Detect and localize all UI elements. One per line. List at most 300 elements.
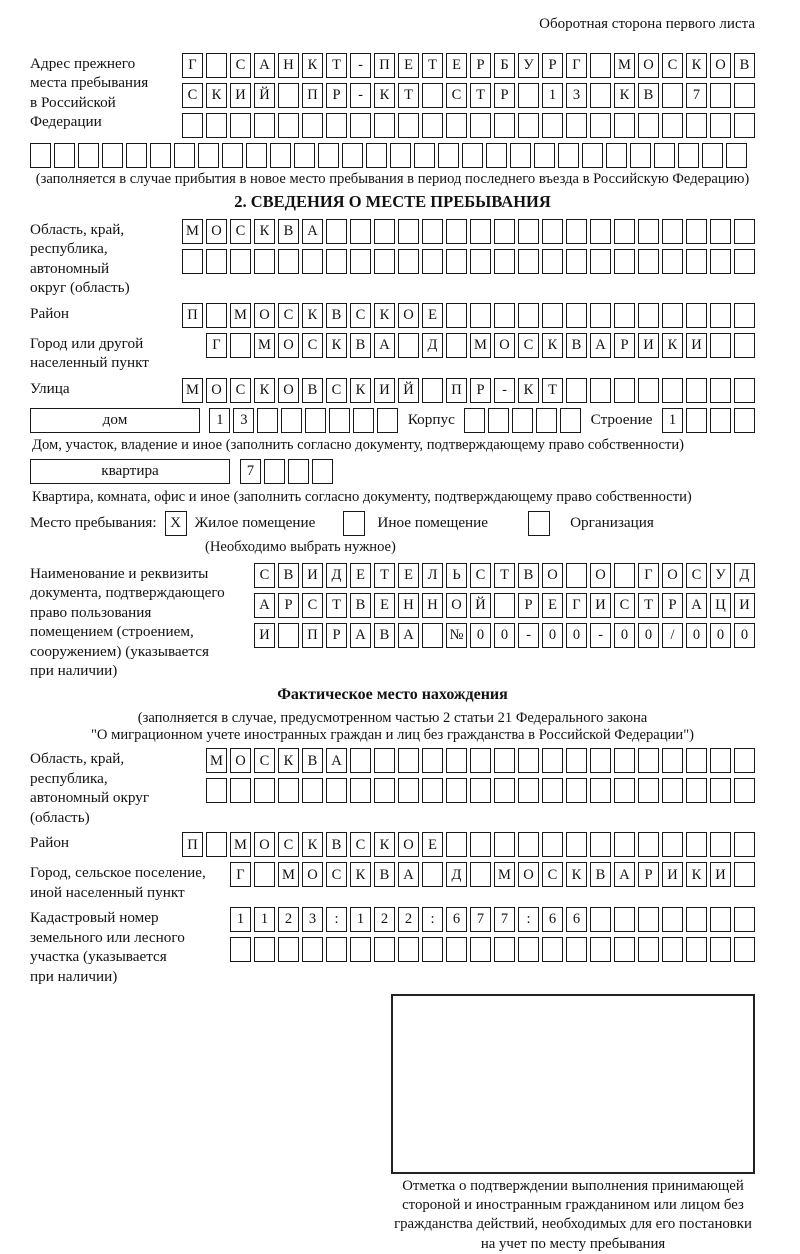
char-cell: 1: [350, 907, 371, 932]
char-cell: [422, 862, 443, 887]
char-cell: [350, 748, 371, 773]
char-cell: [398, 778, 419, 803]
char-cell: [422, 778, 443, 803]
char-cell: К: [206, 83, 227, 108]
char-cell: [302, 937, 323, 962]
char-cell: [614, 378, 635, 403]
char-cell: [590, 53, 611, 78]
char-cell: М: [230, 303, 251, 328]
char-cell: [494, 303, 515, 328]
char-cell: [182, 113, 203, 138]
char-cell: [126, 143, 147, 168]
char-cell: В: [350, 593, 371, 618]
char-cell: [518, 778, 539, 803]
char-cell: [518, 249, 539, 274]
house-row: [30, 408, 755, 433]
char-cell: [470, 249, 491, 274]
char-cell: К: [686, 862, 707, 887]
char-cell: [542, 748, 563, 773]
prev-address-row-4: [30, 143, 755, 168]
char-cell: [534, 143, 555, 168]
char-cell: Е: [446, 53, 467, 78]
document-row-1: [254, 563, 755, 588]
char-cell: Р: [470, 53, 491, 78]
char-cell: [446, 832, 467, 857]
char-cell: П: [374, 53, 395, 78]
char-cell: К: [278, 748, 299, 773]
char-cell: С: [326, 862, 347, 887]
stamp-caption: Отметка о подтверждении выполнения принимающей стороной и иностранным гражданином или лицом без гражданства действий, необходимых для его постановки на учет по месту пребывания: [394, 1177, 752, 1252]
char-cell: [494, 748, 515, 773]
char-cell: М: [254, 333, 275, 358]
char-cell: Р: [614, 333, 635, 358]
char-cell: [446, 219, 467, 244]
char-cell: С: [230, 219, 251, 244]
char-cell: [174, 143, 195, 168]
section2-title: 2. СВЕДЕНИЯ О МЕСТЕ ПРЕБЫВАНИЯ: [234, 192, 551, 211]
char-cell: О: [278, 378, 299, 403]
char-cell: Т: [494, 563, 515, 588]
char-cell: :: [326, 907, 347, 932]
char-cell: С: [518, 333, 539, 358]
char-cell: [254, 862, 275, 887]
char-cell: [422, 83, 443, 108]
char-cell: [590, 113, 611, 138]
confirmation-stamp-box: [391, 994, 755, 1174]
char-cell: [254, 113, 275, 138]
char-cell: Г: [206, 333, 227, 358]
char-cell: [662, 378, 683, 403]
char-cell: [542, 937, 563, 962]
char-cell: П: [182, 303, 203, 328]
char-cell: [686, 303, 707, 328]
char-cell: С: [302, 333, 323, 358]
char-cell: [566, 219, 587, 244]
char-cell: [638, 778, 659, 803]
char-cell: [329, 408, 350, 433]
char-cell: [638, 113, 659, 138]
char-cell: 3: [233, 408, 254, 433]
char-cell: А: [398, 623, 419, 648]
document-row-3: [254, 623, 755, 648]
char-cell: [662, 83, 683, 108]
char-cell: [638, 832, 659, 857]
stroenie-label: Строение: [590, 410, 653, 428]
char-cell: Т: [422, 53, 443, 78]
char-cell: В: [590, 862, 611, 887]
cadastral-row-1: [230, 907, 755, 932]
char-cell: [510, 143, 531, 168]
char-cell: К: [350, 862, 371, 887]
char-cell: Д: [422, 333, 443, 358]
actual-city-row: [230, 862, 755, 887]
checkbox-organization: [528, 511, 550, 536]
char-cell: [566, 563, 587, 588]
char-cell: В: [518, 563, 539, 588]
char-cell: [246, 143, 267, 168]
char-cell: [710, 937, 731, 962]
char-cell: [230, 113, 251, 138]
char-cell: [710, 333, 731, 358]
char-cell: 0: [734, 623, 755, 648]
char-cell: [590, 937, 611, 962]
char-cell: [614, 303, 635, 328]
char-cell: [422, 937, 443, 962]
char-cell: [494, 832, 515, 857]
char-cell: [198, 143, 219, 168]
char-cell: А: [302, 219, 323, 244]
char-cell: 6: [542, 907, 563, 932]
char-cell: [470, 778, 491, 803]
char-cell: Й: [254, 83, 275, 108]
actual-district-row: [182, 832, 755, 857]
char-cell: [78, 143, 99, 168]
char-cell: [446, 937, 467, 962]
char-cell: [446, 778, 467, 803]
char-cell: 1: [662, 408, 683, 433]
char-cell: [470, 748, 491, 773]
char-cell: [206, 113, 227, 138]
char-cell: Р: [494, 83, 515, 108]
char-cell: [710, 219, 731, 244]
street-label: Улица: [30, 379, 70, 397]
stroenie-cells: [662, 408, 755, 433]
char-cell: [470, 937, 491, 962]
char-cell: Т: [326, 53, 347, 78]
char-cell: И: [374, 378, 395, 403]
char-cell: [590, 83, 611, 108]
char-cell: [422, 748, 443, 773]
char-cell: О: [230, 748, 251, 773]
actual-location-note-1: (заполняется в случае, предусмотренном частью 2 статьи 21 Федерального закона: [137, 710, 648, 727]
char-cell: Д: [734, 563, 755, 588]
char-cell: [278, 778, 299, 803]
char-cell: Е: [398, 563, 419, 588]
char-cell: Т: [374, 563, 395, 588]
korpus-label: Корпус: [407, 410, 455, 428]
char-cell: [422, 249, 443, 274]
char-cell: М: [206, 748, 227, 773]
char-cell: И: [662, 862, 683, 887]
char-cell: К: [374, 832, 395, 857]
char-cell: Е: [374, 593, 395, 618]
char-cell: [206, 249, 227, 274]
char-cell: В: [278, 563, 299, 588]
char-cell: Р: [278, 593, 299, 618]
char-cell: [518, 113, 539, 138]
district-row: [182, 303, 755, 328]
apartment-row: [30, 459, 755, 484]
char-cell: [662, 249, 683, 274]
char-cell: К: [686, 53, 707, 78]
char-cell: [518, 937, 539, 962]
char-cell: [518, 219, 539, 244]
char-cell: [54, 143, 75, 168]
char-cell: [374, 219, 395, 244]
char-cell: К: [302, 53, 323, 78]
char-cell: М: [230, 832, 251, 857]
char-cell: К: [518, 378, 539, 403]
char-cell: А: [350, 623, 371, 648]
char-cell: Р: [518, 593, 539, 618]
char-cell: [542, 113, 563, 138]
char-cell: [462, 143, 483, 168]
char-cell: Й: [398, 378, 419, 403]
char-cell: Р: [638, 862, 659, 887]
char-cell: [470, 303, 491, 328]
stay-type-label: Место пребывания:: [30, 514, 157, 532]
char-cell: 0: [542, 623, 563, 648]
char-cell: [542, 219, 563, 244]
cadastral-label: Кадастровый номер земельного или лесного участка (указывается при наличии): [30, 909, 185, 985]
char-cell: [686, 907, 707, 932]
char-cell: [398, 748, 419, 773]
char-cell: А: [254, 593, 275, 618]
char-cell: [614, 249, 635, 274]
char-cell: [558, 143, 579, 168]
char-cell: К: [374, 83, 395, 108]
char-cell: С: [542, 862, 563, 887]
char-cell: :: [518, 907, 539, 932]
char-cell: О: [398, 303, 419, 328]
char-cell: Е: [350, 563, 371, 588]
house-caption: Дом, участок, владение и иное (заполнить согласно документу, подтверждающему право собственности): [32, 436, 685, 453]
char-cell: [326, 219, 347, 244]
char-cell: [614, 907, 635, 932]
stay-type-note: (Необходимо выбрать нужное): [205, 538, 396, 555]
char-cell: Р: [326, 623, 347, 648]
char-cell: -: [590, 623, 611, 648]
char-cell: [278, 249, 299, 274]
char-cell: [710, 748, 731, 773]
char-cell: [278, 623, 299, 648]
char-cell: А: [398, 862, 419, 887]
char-cell: [350, 778, 371, 803]
char-cell: [422, 219, 443, 244]
actual-region-cell-rows: [206, 748, 755, 803]
char-cell: 1: [254, 907, 275, 932]
char-cell: С: [662, 53, 683, 78]
char-cell: [326, 937, 347, 962]
char-cell: [710, 778, 731, 803]
char-cell: П: [302, 83, 323, 108]
char-cell: 0: [470, 623, 491, 648]
actual-district-label: Район: [30, 834, 70, 852]
char-cell: [294, 143, 315, 168]
char-cell: [494, 778, 515, 803]
char-cell: 6: [566, 907, 587, 932]
char-cell: [350, 937, 371, 962]
char-cell: [734, 907, 755, 932]
char-cell: [590, 748, 611, 773]
char-cell: [638, 748, 659, 773]
char-cell: [662, 219, 683, 244]
char-cell: [281, 408, 302, 433]
char-cell: К: [254, 219, 275, 244]
char-cell: К: [350, 378, 371, 403]
char-cell: Г: [566, 53, 587, 78]
document-label: Наименование и реквизиты документа, подтверждающего право пользования помещением (строением, сооружением) (указывается при наличии): [30, 564, 225, 679]
char-cell: [398, 113, 419, 138]
char-cell: 7: [240, 459, 261, 484]
char-cell: Й: [470, 593, 491, 618]
char-cell: [662, 748, 683, 773]
char-cell: [566, 778, 587, 803]
char-cell: С: [614, 593, 635, 618]
char-cell: [662, 113, 683, 138]
char-cell: [398, 219, 419, 244]
char-cell: [710, 378, 731, 403]
char-cell: [374, 748, 395, 773]
char-cell: Д: [446, 862, 467, 887]
char-cell: [710, 83, 731, 108]
actual-region-block: [30, 748, 755, 827]
char-cell: 0: [614, 623, 635, 648]
char-cell: [686, 832, 707, 857]
char-cell: [366, 143, 387, 168]
char-cell: [686, 378, 707, 403]
char-cell: С: [254, 748, 275, 773]
char-cell: [734, 748, 755, 773]
char-cell: [150, 143, 171, 168]
stay-type-row: [30, 511, 755, 536]
char-cell: [566, 832, 587, 857]
char-cell: В: [374, 623, 395, 648]
char-cell: [446, 748, 467, 773]
char-cell: 1: [209, 408, 230, 433]
char-cell: С: [470, 563, 491, 588]
char-cell: [470, 113, 491, 138]
house-cells: [209, 408, 398, 433]
char-cell: Н: [278, 53, 299, 78]
char-cell: 1: [230, 907, 251, 932]
char-cell: М: [614, 53, 635, 78]
char-cell: [326, 249, 347, 274]
char-cell: В: [374, 862, 395, 887]
char-cell: [446, 113, 467, 138]
char-cell: И: [710, 862, 731, 887]
char-cell: Н: [422, 593, 443, 618]
char-cell: [734, 378, 755, 403]
char-cell: С: [350, 832, 371, 857]
option-organization-label: Организация: [570, 514, 654, 532]
char-cell: [590, 249, 611, 274]
char-cell: -: [350, 83, 371, 108]
char-cell: [230, 333, 251, 358]
char-cell: [377, 408, 398, 433]
char-cell: Г: [182, 53, 203, 78]
char-cell: [614, 778, 635, 803]
char-cell: [686, 778, 707, 803]
char-cell: Г: [638, 563, 659, 588]
document-cell-rows: [254, 563, 755, 648]
char-cell: [494, 593, 515, 618]
char-cell: [374, 249, 395, 274]
char-cell: О: [302, 862, 323, 887]
char-cell: С: [254, 563, 275, 588]
region-label: Область, край, республика, автономный округ (область): [30, 221, 130, 297]
char-cell: [614, 937, 635, 962]
char-cell: 2: [278, 907, 299, 932]
char-cell: В: [638, 83, 659, 108]
char-cell: [614, 563, 635, 588]
char-cell: О: [254, 832, 275, 857]
char-cell: [734, 83, 755, 108]
char-cell: Е: [422, 303, 443, 328]
char-cell: С: [278, 303, 299, 328]
street-row: [182, 378, 755, 403]
char-cell: О: [206, 219, 227, 244]
korpus-cells: [464, 408, 581, 433]
char-cell: [398, 333, 419, 358]
char-cell: [686, 748, 707, 773]
char-cell: [734, 862, 755, 887]
char-cell: [470, 862, 491, 887]
char-cell: [606, 143, 627, 168]
char-cell: 7: [686, 83, 707, 108]
char-cell: [182, 249, 203, 274]
checkbox-other-premises: [343, 511, 365, 536]
cadastral-cell-rows: [230, 907, 755, 962]
char-cell: В: [302, 748, 323, 773]
char-cell: С: [230, 53, 251, 78]
char-cell: [102, 143, 123, 168]
char-cell: 0: [494, 623, 515, 648]
char-cell: [518, 83, 539, 108]
char-cell: А: [590, 333, 611, 358]
char-cell: [390, 143, 411, 168]
char-cell: М: [182, 378, 203, 403]
char-cell: В: [350, 333, 371, 358]
city-label: Город или другой населенный пункт: [30, 334, 149, 372]
char-cell: О: [590, 563, 611, 588]
prev-address-row-3: [182, 113, 755, 138]
char-cell: О: [542, 563, 563, 588]
char-cell: А: [326, 748, 347, 773]
char-cell: [734, 937, 755, 962]
char-cell: [590, 907, 611, 932]
char-cell: [257, 408, 278, 433]
char-cell: [542, 832, 563, 857]
char-cell: Т: [638, 593, 659, 618]
checkbox-residential: X: [165, 511, 187, 536]
char-cell: [614, 113, 635, 138]
char-cell: [686, 219, 707, 244]
char-cell: 1: [542, 83, 563, 108]
char-cell: -: [494, 378, 515, 403]
char-cell: [654, 143, 675, 168]
char-cell: [590, 778, 611, 803]
char-cell: [590, 832, 611, 857]
char-cell: [446, 249, 467, 274]
char-cell: [398, 937, 419, 962]
char-cell: Г: [566, 593, 587, 618]
char-cell: [710, 408, 731, 433]
char-cell: [518, 832, 539, 857]
char-cell: Л: [422, 563, 443, 588]
char-cell: И: [590, 593, 611, 618]
char-cell: [518, 748, 539, 773]
char-cell: О: [254, 303, 275, 328]
region-block: [30, 219, 755, 298]
document-row-2: [254, 593, 755, 618]
char-cell: 3: [566, 83, 587, 108]
char-cell: №: [446, 623, 467, 648]
char-cell: [350, 113, 371, 138]
char-cell: О: [518, 862, 539, 887]
char-cell: М: [494, 862, 515, 887]
char-cell: [734, 408, 755, 433]
